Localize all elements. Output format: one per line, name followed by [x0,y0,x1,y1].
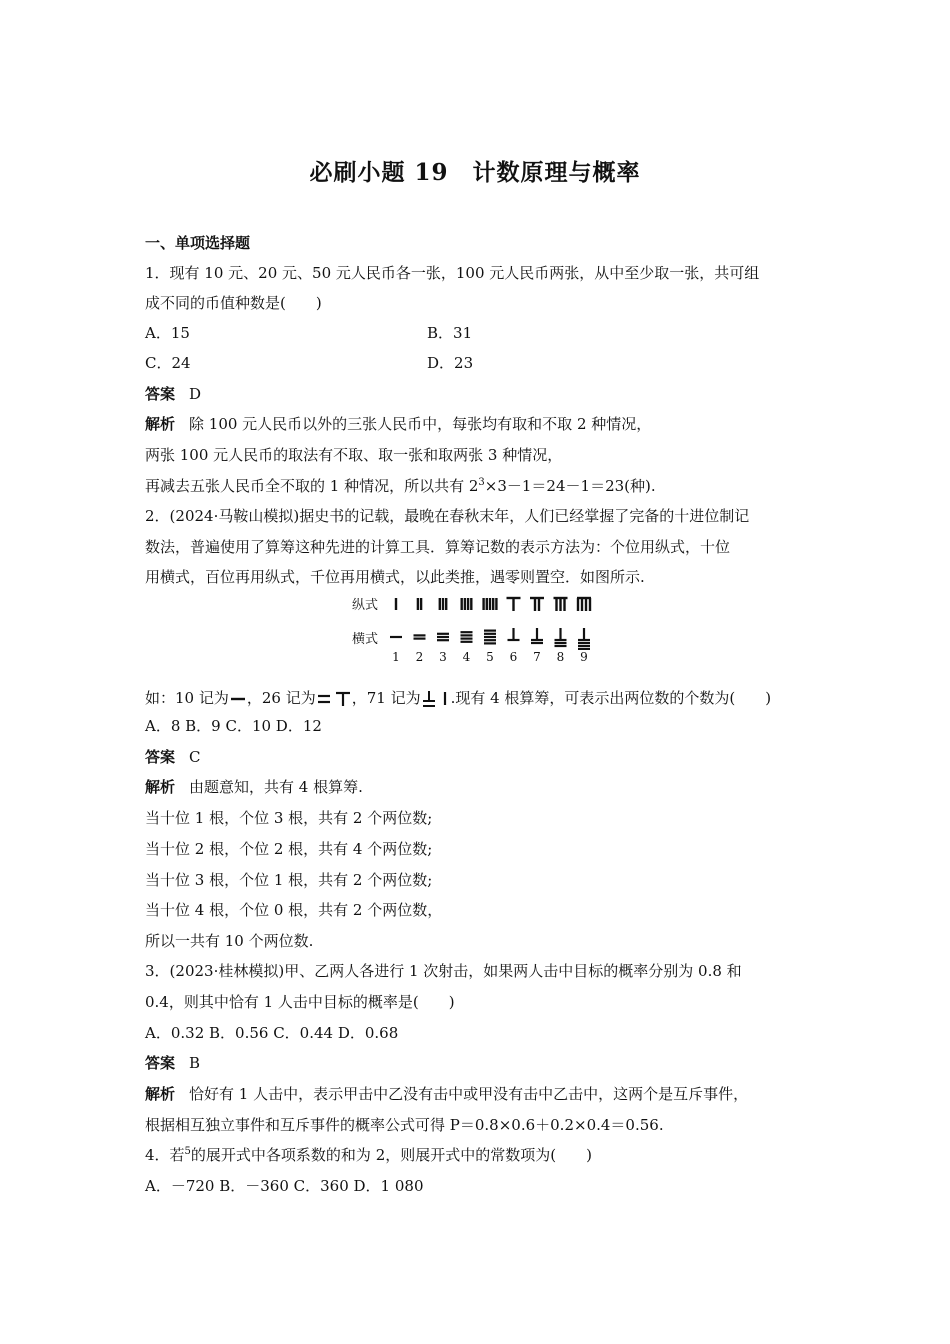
answer-label: 答案 [145,748,176,766]
counting-rods-figure [352,594,612,668]
answer-value: C [189,748,201,766]
digit-label: 8 [556,650,565,664]
digit-label: 7 [533,650,541,664]
analysis-text: ×3－1＝24－1＝23(种). [484,477,656,495]
q1-analysis-line3 [145,475,825,497]
answer-value: D [189,385,202,403]
q1-stem-line2: 成不同的币值种数是( ) [145,294,322,312]
q4-options: A．－720 B．－360 C．360 D．1 080 [145,1177,424,1195]
q1-options-row1 [145,322,825,344]
q4-stem-text: 的展开式中各项系数的和为 2，则展开式中的常数项为( ) [190,1146,592,1164]
digit-label: 3 [439,650,447,664]
rods-svg [352,594,612,650]
answer-label: 答案 [145,1054,176,1072]
q3-analysis-line2: 根据相互独立事件和互斥事件的概率公式可得 P＝0.8×0.6＋0.2×0.4＝0.56. [145,1116,664,1134]
q2-analysis-line4: 当十位 3 根，个位 1 根，共有 2 个两位数; [145,871,433,889]
q1-options-row2 [145,352,825,374]
rod-twentysix-icon [316,690,352,708]
example-text: .现有 4 根算筹，可表示出两位数的个数为( ) [450,689,772,707]
q2-analysis-line2: 当十位 1 根，个位 3 根，共有 2 个两位数; [145,809,433,827]
section-heading: 一、单项选择题 [145,234,251,252]
answer-value: B [189,1054,201,1072]
superscript: 3 [478,477,485,488]
digit-label: 4 [462,650,471,664]
q1-option-c: C．24 [145,354,191,372]
digit-label: 6 [509,650,518,664]
digit-label: 5 [486,650,494,664]
answer-label: 答案 [145,385,176,403]
q1-analysis-line1 [145,413,825,435]
example-text: ，71 记为 [351,689,421,707]
q2-options: A．8 B．9 C．10 D．12 [145,717,322,735]
digit-label: 9 [580,650,588,664]
q2-answer [145,746,825,768]
q2-stem-line3: 用横式，百位再用纵式，千位再用横式，以此类推，遇零则置空．如图所示. [145,568,645,586]
q2-analysis-line3: 当十位 2 根，个位 2 根，共有 4 个两位数; [145,840,433,858]
page-title: 必刷小题 19 计数原理与概率 [309,159,641,186]
q1-option-a: A．15 [145,324,190,342]
q1-stem-line1: 1．现有 10 元、20 元、50 元人民币各一张，100 元人民币两张，从中至少取一张，共可组 [145,264,760,282]
q3-analysis-line1 [145,1083,825,1105]
q1-analysis-line2: 两张 100 元人民币的取法有不取、取一张和取两张 3 种情况， [145,446,563,464]
digit-label: 2 [415,650,424,664]
q3-answer [145,1052,825,1074]
q1-option-d: D．23 [427,354,474,372]
q3-stem-line1: 3．(2023·桂林模拟)甲、乙两人各进行 1 次射击，如果两人击中目标的概率分别为 0.8 和 [145,962,742,980]
superscript: 5 [184,1146,191,1157]
q4-stem-text: 4．若 [145,1146,185,1164]
example-text: 如：10 记为 [145,689,229,707]
analysis-text: 由题意知，共有 4 根算筹. [189,778,363,796]
analysis-text: 除 100 元人民币以外的三张人民币中，每张均有取和不取 2 种情况， [189,415,652,433]
vertical-form-label: 纵式 [352,598,379,613]
q2-analysis-line1 [145,776,825,798]
horizontal-form-label: 横式 [352,632,379,647]
q1-answer [145,383,825,405]
analysis-label: 解析 [145,778,176,796]
digit-label: 1 [392,650,400,664]
q1-option-b: B．31 [427,324,473,342]
rod-seventyone-icon [421,689,451,709]
analysis-text: 再减去五张人民币全不取的 1 种情况，所以共有 2 [145,477,479,495]
example-text: ，26 记为 [246,689,316,707]
q2-stem-line2: 数法，普遍使用了算筹这种先进的计算工具．算筹记数的表示方法为：个位用纵式，十位 [145,538,731,556]
rod-ten-icon [229,690,247,708]
analysis-label: 解析 [145,1085,176,1103]
analysis-text: 恰好有 1 人击中，表示甲击中乙没有击中或甲没有击中乙击中，这两个是互斥事件， [189,1085,749,1103]
q3-options: A．0.32 B．0.56 C．0.44 D．0.68 [145,1024,399,1042]
analysis-label: 解析 [145,415,176,433]
q2-analysis-line5: 当十位 4 根，个位 0 根，共有 2 个两位数， [145,901,443,919]
q3-stem-line2: 0.4，则其中恰有 1 人击中目标的概率是( ) [145,993,455,1011]
q4-stem [145,1144,825,1166]
q2-analysis-line6: 所以一共有 10 个两位数. [145,932,314,950]
q2-example-line [145,687,825,709]
q2-stem-line1: 2．(2024·马鞍山模拟)据史书的记载，最晚在春秋末年，人们已经掌握了完备的十进位制记 [145,507,750,525]
